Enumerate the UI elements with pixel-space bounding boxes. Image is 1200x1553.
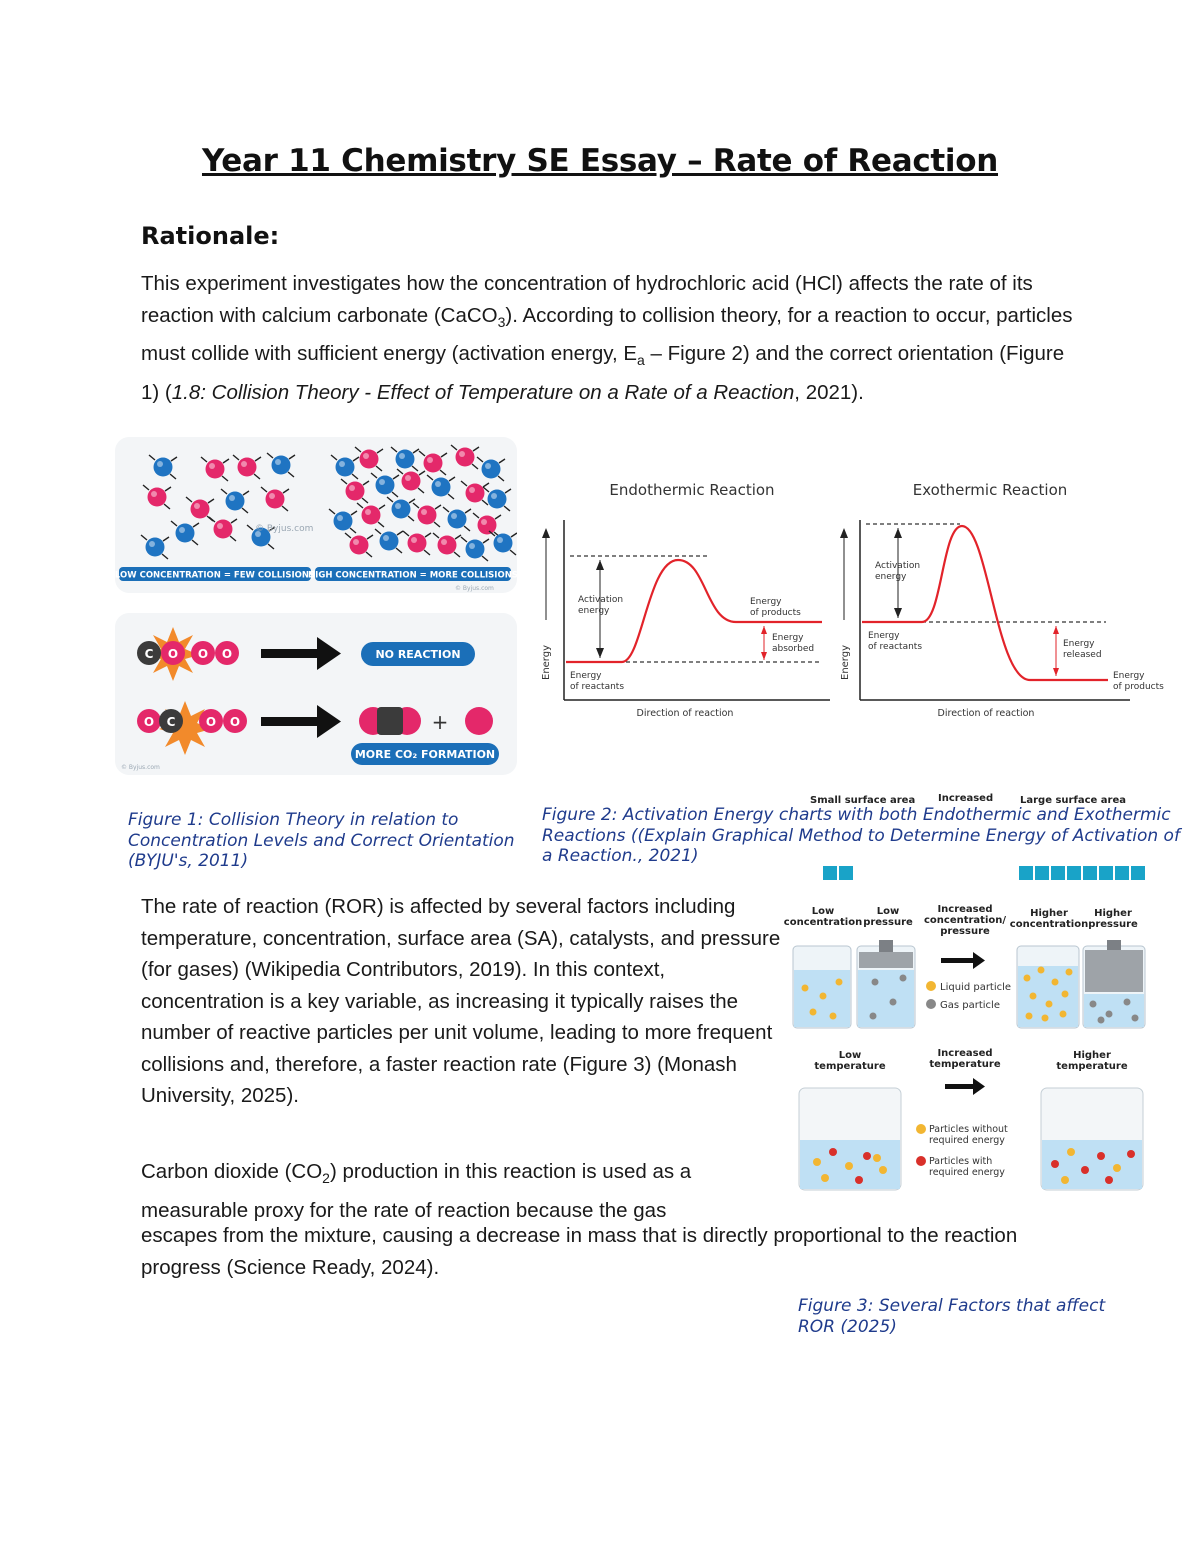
figure-2-svg	[530, 470, 1180, 725]
particle	[334, 512, 353, 531]
label-line: released	[1063, 650, 1102, 660]
paragraph-text: This experiment investigates how the concentration of hydrochloric acid (HCl) affects the rate of its reaction with calcium carbonate (CaCO	[141, 272, 1033, 327]
legend-liquid-particle: Liquid particle	[940, 982, 1012, 993]
particle	[376, 476, 395, 495]
label-line: of reactants	[868, 642, 923, 652]
particle	[176, 524, 195, 543]
particle-highlight	[481, 519, 487, 525]
particle-highlight	[469, 487, 475, 493]
particle	[226, 492, 245, 511]
particle	[845, 1162, 853, 1170]
atom-label: O	[229, 715, 241, 729]
label-energy-absorbed: Energy absorbed	[772, 633, 815, 654]
particle	[206, 460, 225, 479]
watermark: © Byjus.com	[121, 764, 160, 771]
figure-2-image	[530, 470, 1180, 725]
label-line: energy	[578, 606, 610, 616]
particle	[1132, 1015, 1139, 1022]
label-low-temperature: Low temperature	[814, 1050, 886, 1072]
cut-label: Large surface area	[1020, 795, 1126, 805]
paragraph-factors: The rate of reaction (ROR) is affected by several factors including temperature, concentration, surface area (SA), catalysts, and pressure (for gases) (Wikipedia Contributors, 2019). In this context, concentration is a key variable, as increasing it typically raises the number of reactive particles per unit volume, leading to more frequent collisions and, therefore, a faster reaction rate (Figure 3) (Monash University, 2025).	[141, 895, 781, 1107]
particle-highlight	[339, 461, 345, 467]
x-axis-label: Direction of reaction	[937, 708, 1035, 719]
label-energy-of-products: Energy of products	[750, 597, 801, 618]
particle-highlight	[157, 461, 163, 467]
particle-highlight	[411, 537, 417, 543]
particle-highlight	[217, 523, 223, 529]
figure-3-caption: Figure 3: Several Factors that affect ROR (2025)	[798, 1296, 1106, 1337]
particle-highlight	[459, 451, 465, 457]
particle-highlight	[435, 481, 441, 487]
particle	[424, 454, 443, 473]
label-more-co2: MORE CO₂ FORMATION	[354, 748, 496, 761]
arrow-right-icon	[941, 952, 985, 969]
particle-highlight	[353, 539, 359, 545]
label-line: pressure	[863, 917, 913, 928]
paragraph-text: ) production in this reaction is used as a measurable proxy for the rate of reaction because the gas	[141, 1160, 692, 1222]
particle	[1081, 1166, 1089, 1174]
beaker-higher-temperature	[1041, 1088, 1143, 1190]
particle	[1061, 1176, 1069, 1184]
chart-title-endothermic: Endothermic Reaction	[609, 481, 775, 499]
piston-low-pressure	[857, 940, 915, 1028]
particle	[214, 520, 233, 539]
paragraph-rationale	[141, 268, 1081, 408]
particle	[1060, 1011, 1067, 1018]
atom-label: O	[221, 647, 233, 661]
particle	[146, 538, 165, 557]
particle-highlight	[469, 543, 475, 549]
label-energy-of-products: Energy of products	[1113, 671, 1164, 692]
particle	[482, 460, 501, 479]
subscript: 2	[322, 1170, 330, 1187]
legend-without-energy: Particles without required energy	[929, 1124, 1008, 1146]
x-axis-label: Direction of reaction	[636, 708, 734, 719]
label-line: concentration	[783, 917, 863, 928]
particle	[494, 534, 513, 553]
label-energy-of-reactants: Energy of reactants	[868, 631, 923, 652]
chart-title-exothermic: Exothermic Reaction	[912, 481, 1068, 499]
particle	[890, 999, 897, 1006]
legend-low-energy-particle-icon	[916, 1124, 926, 1134]
particle	[821, 1174, 829, 1182]
particle	[466, 484, 485, 503]
paragraph-text: Carbon dioxide (CO	[141, 1160, 323, 1183]
particle	[829, 1148, 837, 1156]
figure-1-image	[115, 437, 517, 775]
particle	[1105, 1176, 1113, 1184]
particle-highlight	[241, 461, 247, 467]
label-line: of reactants	[570, 682, 625, 692]
gas-particle-icon	[926, 999, 936, 1009]
particle	[418, 506, 437, 525]
label-low-pressure: Low pressure	[863, 906, 913, 928]
label-line: temperature	[929, 1059, 1001, 1070]
particle	[1024, 975, 1031, 982]
particle-highlight	[363, 453, 369, 459]
label-high-concentration: HIGH CONCENTRATION = MORE COLLISIONS	[308, 570, 517, 581]
atom-label: C	[166, 715, 176, 729]
label-energy-released: Energy released	[1063, 639, 1102, 660]
figure-3-image	[783, 866, 1153, 1198]
particle	[873, 1154, 881, 1162]
particle-highlight	[179, 527, 185, 533]
label-line: pressure	[1088, 919, 1138, 930]
particle	[438, 536, 457, 555]
particle-highlight	[269, 493, 275, 499]
paragraph-co2-part1	[141, 1156, 781, 1226]
liquid-particle-icon	[926, 981, 936, 991]
label-line: concentration/	[923, 915, 1007, 926]
cut-label: Increased	[938, 793, 994, 804]
subscript: 3	[497, 313, 506, 330]
label-line: pressure	[940, 926, 990, 937]
subscript: a	[637, 352, 645, 369]
particle-highlight	[383, 535, 389, 541]
particle	[863, 1152, 871, 1160]
particle	[238, 458, 257, 477]
label-line: absorbed	[772, 644, 815, 654]
particle	[346, 482, 365, 501]
legend-with-energy: Particles with required energy	[929, 1156, 1005, 1178]
section-heading-rationale: Rationale:	[141, 222, 280, 250]
figure-3-svg	[783, 866, 1153, 1198]
label-line: required energy	[929, 1135, 1005, 1146]
cut-label: Small surface area	[810, 795, 916, 805]
watermark: © Byjus.com	[455, 585, 494, 592]
particle	[820, 993, 827, 1000]
particle-highlight	[405, 475, 411, 481]
paragraph-text: – Figure 2) and the correct orientation (Figure 1) (	[141, 342, 1065, 404]
watermark: © Byjus.com	[255, 524, 314, 534]
particle-highlight	[399, 453, 405, 459]
particle-highlight	[379, 479, 385, 485]
label-line: of products	[750, 608, 801, 618]
atom-label: C	[144, 647, 154, 661]
plus-sign: +	[431, 710, 449, 734]
beaker-low-temperature	[799, 1088, 901, 1190]
particle	[1124, 999, 1131, 1006]
particle	[1062, 991, 1069, 998]
particle	[402, 472, 421, 491]
particle	[336, 458, 355, 477]
label-higher-pressure: Higher pressure	[1088, 908, 1138, 930]
particle-highlight	[349, 485, 355, 491]
atom-label: O	[205, 715, 217, 729]
particle	[836, 979, 843, 986]
label-line: required energy	[929, 1167, 1005, 1178]
particle-highlight	[491, 493, 497, 499]
particle	[478, 516, 497, 535]
legend-high-energy-particle-icon	[916, 1156, 926, 1166]
y-axis-label: Energy	[541, 644, 552, 680]
label-increased-concentration: Increased concentration/ pressure	[923, 904, 1007, 937]
particle-highlight	[497, 537, 503, 543]
figure-1-svg	[115, 437, 517, 775]
particle	[432, 478, 451, 497]
figure-1-caption: Figure 1: Collision Theory in relation to Concentration Levels and Correct Orientation (BYJU's, 2011)	[128, 810, 515, 871]
particle-highlight	[395, 503, 401, 509]
particle-highlight	[421, 509, 427, 515]
particle	[1051, 1160, 1059, 1168]
label-line: concentration	[1009, 919, 1089, 930]
particle	[1090, 1001, 1097, 1008]
particle-highlight	[194, 503, 200, 509]
particle	[1067, 1148, 1075, 1156]
y-axis-label: Energy	[840, 644, 851, 680]
particle	[872, 979, 879, 986]
label-energy-of-reactants: Energy of reactants	[570, 671, 625, 692]
particle	[1097, 1152, 1105, 1160]
particle	[266, 490, 285, 509]
particle	[456, 448, 475, 467]
label-no-reaction: NO REACTION	[375, 648, 461, 661]
figure-2-caption: Figure 2: Activation Energy charts with both Endothermic and Exothermic Reactions ((Explain Graphical Method to Determine Energy of Activation of a Reaction., 2021)	[542, 805, 1180, 866]
particle-highlight	[229, 495, 235, 501]
particle	[448, 510, 467, 529]
paragraph-text: ). According to collision theory, for a reaction to occur, particles must collide with sufficient energy (activation energy, E	[141, 303, 1073, 366]
particle	[1113, 1164, 1121, 1172]
particle-highlight	[275, 459, 281, 465]
figure-3-cut-labels	[808, 793, 1138, 805]
label-activation-energy: Activation energy	[578, 595, 624, 616]
label-higher-temperature: Higher temperature	[1056, 1050, 1128, 1072]
particle	[488, 490, 507, 509]
particle-highlight	[209, 463, 215, 469]
label-activation-energy: Activation energy	[875, 561, 921, 582]
particle	[466, 540, 485, 559]
particle	[350, 536, 369, 555]
particle	[855, 1176, 863, 1184]
particle	[154, 458, 173, 477]
label-low-concentration: LOW CONCENTRATION = FEW COLLISIONS	[115, 570, 316, 581]
label-increased-temperature: Increased temperature	[929, 1048, 1001, 1070]
citation-title: 1.8: Collision Theory - Effect of Temperature on a Rate of a Reaction	[171, 380, 795, 404]
particle	[813, 1158, 821, 1166]
particle	[1127, 1150, 1135, 1158]
legend-gas-particle: Gas particle	[940, 1000, 1000, 1011]
particle	[1046, 1001, 1053, 1008]
particle-highlight	[451, 513, 457, 519]
label-line: temperature	[1056, 1061, 1128, 1072]
label-line: energy	[875, 572, 907, 582]
particle	[396, 450, 415, 469]
particle-highlight	[151, 491, 157, 497]
particle	[360, 450, 379, 469]
co2-molecule-icon	[359, 707, 421, 735]
label-low-concentration: Low concentration	[783, 906, 863, 928]
particle	[1066, 969, 1073, 976]
particle	[1098, 1017, 1105, 1024]
particle	[1026, 1013, 1033, 1020]
particle	[392, 500, 411, 519]
particle	[810, 1009, 817, 1016]
particle	[900, 975, 907, 982]
particle	[272, 456, 291, 475]
label-line: of products	[1113, 682, 1164, 692]
particle	[148, 488, 167, 507]
particle-highlight	[149, 541, 155, 547]
particle	[380, 532, 399, 551]
oxygen-atom-icon	[465, 707, 493, 735]
paragraph-co2-part2: escapes from the mixture, causing a decrease in mass that is directly proportional to the reaction progress (Science Ready, 2024).	[141, 1224, 1018, 1279]
particle	[1030, 993, 1037, 1000]
particle	[362, 506, 381, 525]
atom-label: O	[167, 647, 179, 661]
particle	[1052, 979, 1059, 986]
label-line: temperature	[814, 1061, 886, 1072]
particle-highlight	[427, 457, 433, 463]
particle	[802, 985, 809, 992]
label-higher-concentration: Higher concentration	[1009, 908, 1089, 930]
page-title: Year 11 Chemistry SE Essay – Rate of Reaction	[201, 143, 999, 179]
particle	[191, 500, 210, 519]
arrow-right-icon	[945, 1078, 985, 1095]
particle	[408, 534, 427, 553]
particle	[1042, 1015, 1049, 1022]
particle	[870, 1013, 877, 1020]
atom-label: O	[197, 647, 209, 661]
paragraph-text: , 2021).	[794, 380, 864, 404]
particle	[1106, 1011, 1113, 1018]
particle-highlight	[337, 515, 343, 521]
particle	[1038, 967, 1045, 974]
particle	[879, 1166, 887, 1174]
particle	[830, 1013, 837, 1020]
atom-label: O	[143, 715, 155, 729]
particle-highlight	[365, 509, 371, 515]
particle-highlight	[441, 539, 447, 545]
particle-highlight	[485, 463, 491, 469]
